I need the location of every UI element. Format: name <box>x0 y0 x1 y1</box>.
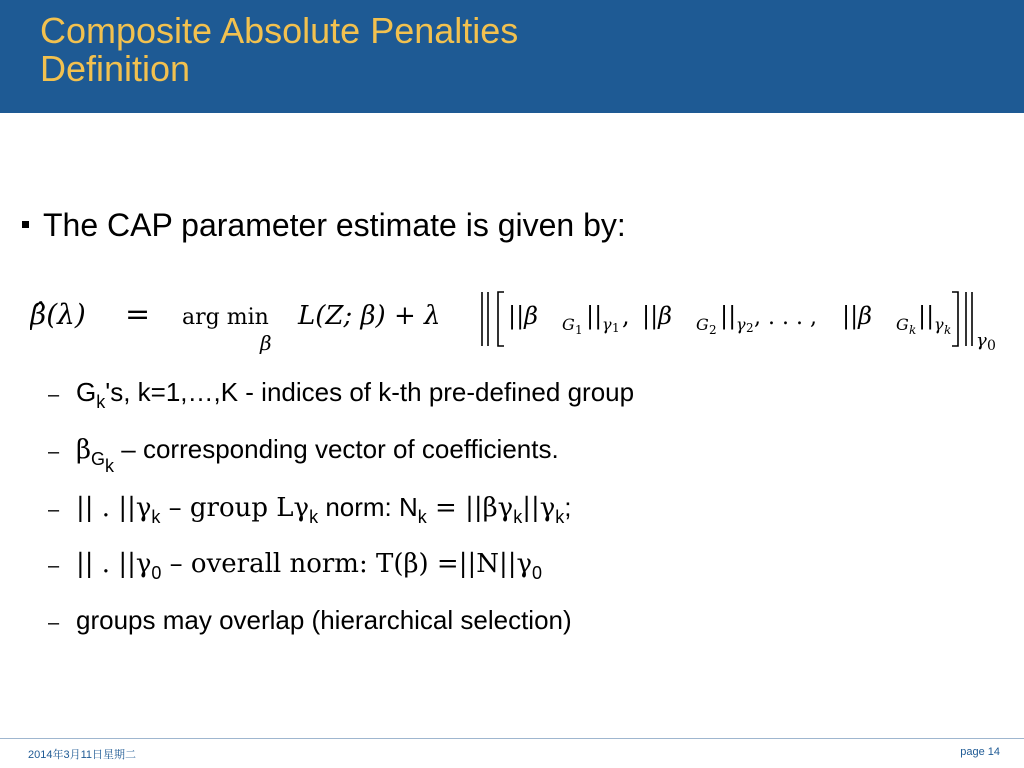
sub-bullet: – || . $||\gamma_k$ – group $L\gamma_k$ norm: $N_k = ||\beta\gamma_k||\gamma_k$; <box>48 492 572 527</box>
formula-normk: || <box>918 302 935 330</box>
left-bracket <box>498 292 504 346</box>
main-bullet-text: The CAP parameter estimate is given by: <box>43 207 626 243</box>
formula-loss: L(Z; β) + λ <box>298 301 441 331</box>
formula-equals: = <box>125 297 151 332</box>
formula-g1-sub: 1 <box>575 323 583 337</box>
formula-argmin: arg min <box>182 305 269 330</box>
formula-dots: , . . . , <box>754 305 817 330</box>
page-number: page 14 <box>960 746 1000 758</box>
title-bar <box>0 0 1024 113</box>
footer-date: 2014年3月11日星期二 <box>28 749 137 761</box>
formula-g2: G <box>696 315 709 334</box>
formula-gamma1: γ <box>602 315 612 334</box>
formula-term2: ||β <box>642 302 673 330</box>
slide-title-line1: Composite Absolute Penalties <box>40 10 519 51</box>
footer-divider <box>0 738 1024 739</box>
right-bracket <box>952 292 958 346</box>
formula-term1: ||β <box>508 302 539 330</box>
dash-icon: – <box>48 441 60 463</box>
slide-title <box>40 12 518 88</box>
formula-gammak: γ <box>934 315 944 334</box>
formula-gamma0-sub: 0 <box>987 338 996 354</box>
slide-title-line2: Definition <box>40 48 191 89</box>
dash-icon: – <box>48 612 60 634</box>
sub-bullet: – || . $||\gamma_0$ – overall norm: $T(\beta) =||N||\gamma_0$ <box>48 549 543 583</box>
main-bullet <box>22 205 626 245</box>
formula-gamma2: γ <box>736 315 746 334</box>
dash-icon: – <box>48 384 60 406</box>
formula-norm1: || <box>586 302 603 330</box>
formula-gamma0: γ <box>976 330 987 351</box>
formula-gamma1-sub: 1 <box>612 321 620 335</box>
formula-termk: ||β <box>842 302 873 330</box>
formula-gk: G <box>896 315 909 334</box>
formula-g1: G <box>562 315 575 334</box>
formula-argmin-sub: β <box>260 331 272 355</box>
bullet-square-icon <box>22 221 29 228</box>
formula-comma1: , <box>622 302 630 330</box>
formula-gamma2-sub: 2 <box>746 321 754 335</box>
dash-icon: – <box>48 555 60 577</box>
formula-gk-sub: k <box>909 323 917 337</box>
cap-formula <box>30 282 1020 362</box>
formula-norm2: || <box>720 302 737 330</box>
sub-bullet: – $\beta_{G_k}$ – corresponding vector of coefficients. <box>48 434 559 476</box>
formula-lhs: β̂(λ) <box>30 298 86 331</box>
formula-gammak-sub: k <box>944 323 952 337</box>
sub-bullet: – $G_k's$, k=1,…,K - indices of k-th pre-defined group <box>48 377 635 412</box>
formula-g2-sub: 2 <box>709 323 717 337</box>
dash-icon: – <box>48 499 60 521</box>
sub-bullet: – groups may overlap (hierarchical selection) <box>48 605 572 638</box>
